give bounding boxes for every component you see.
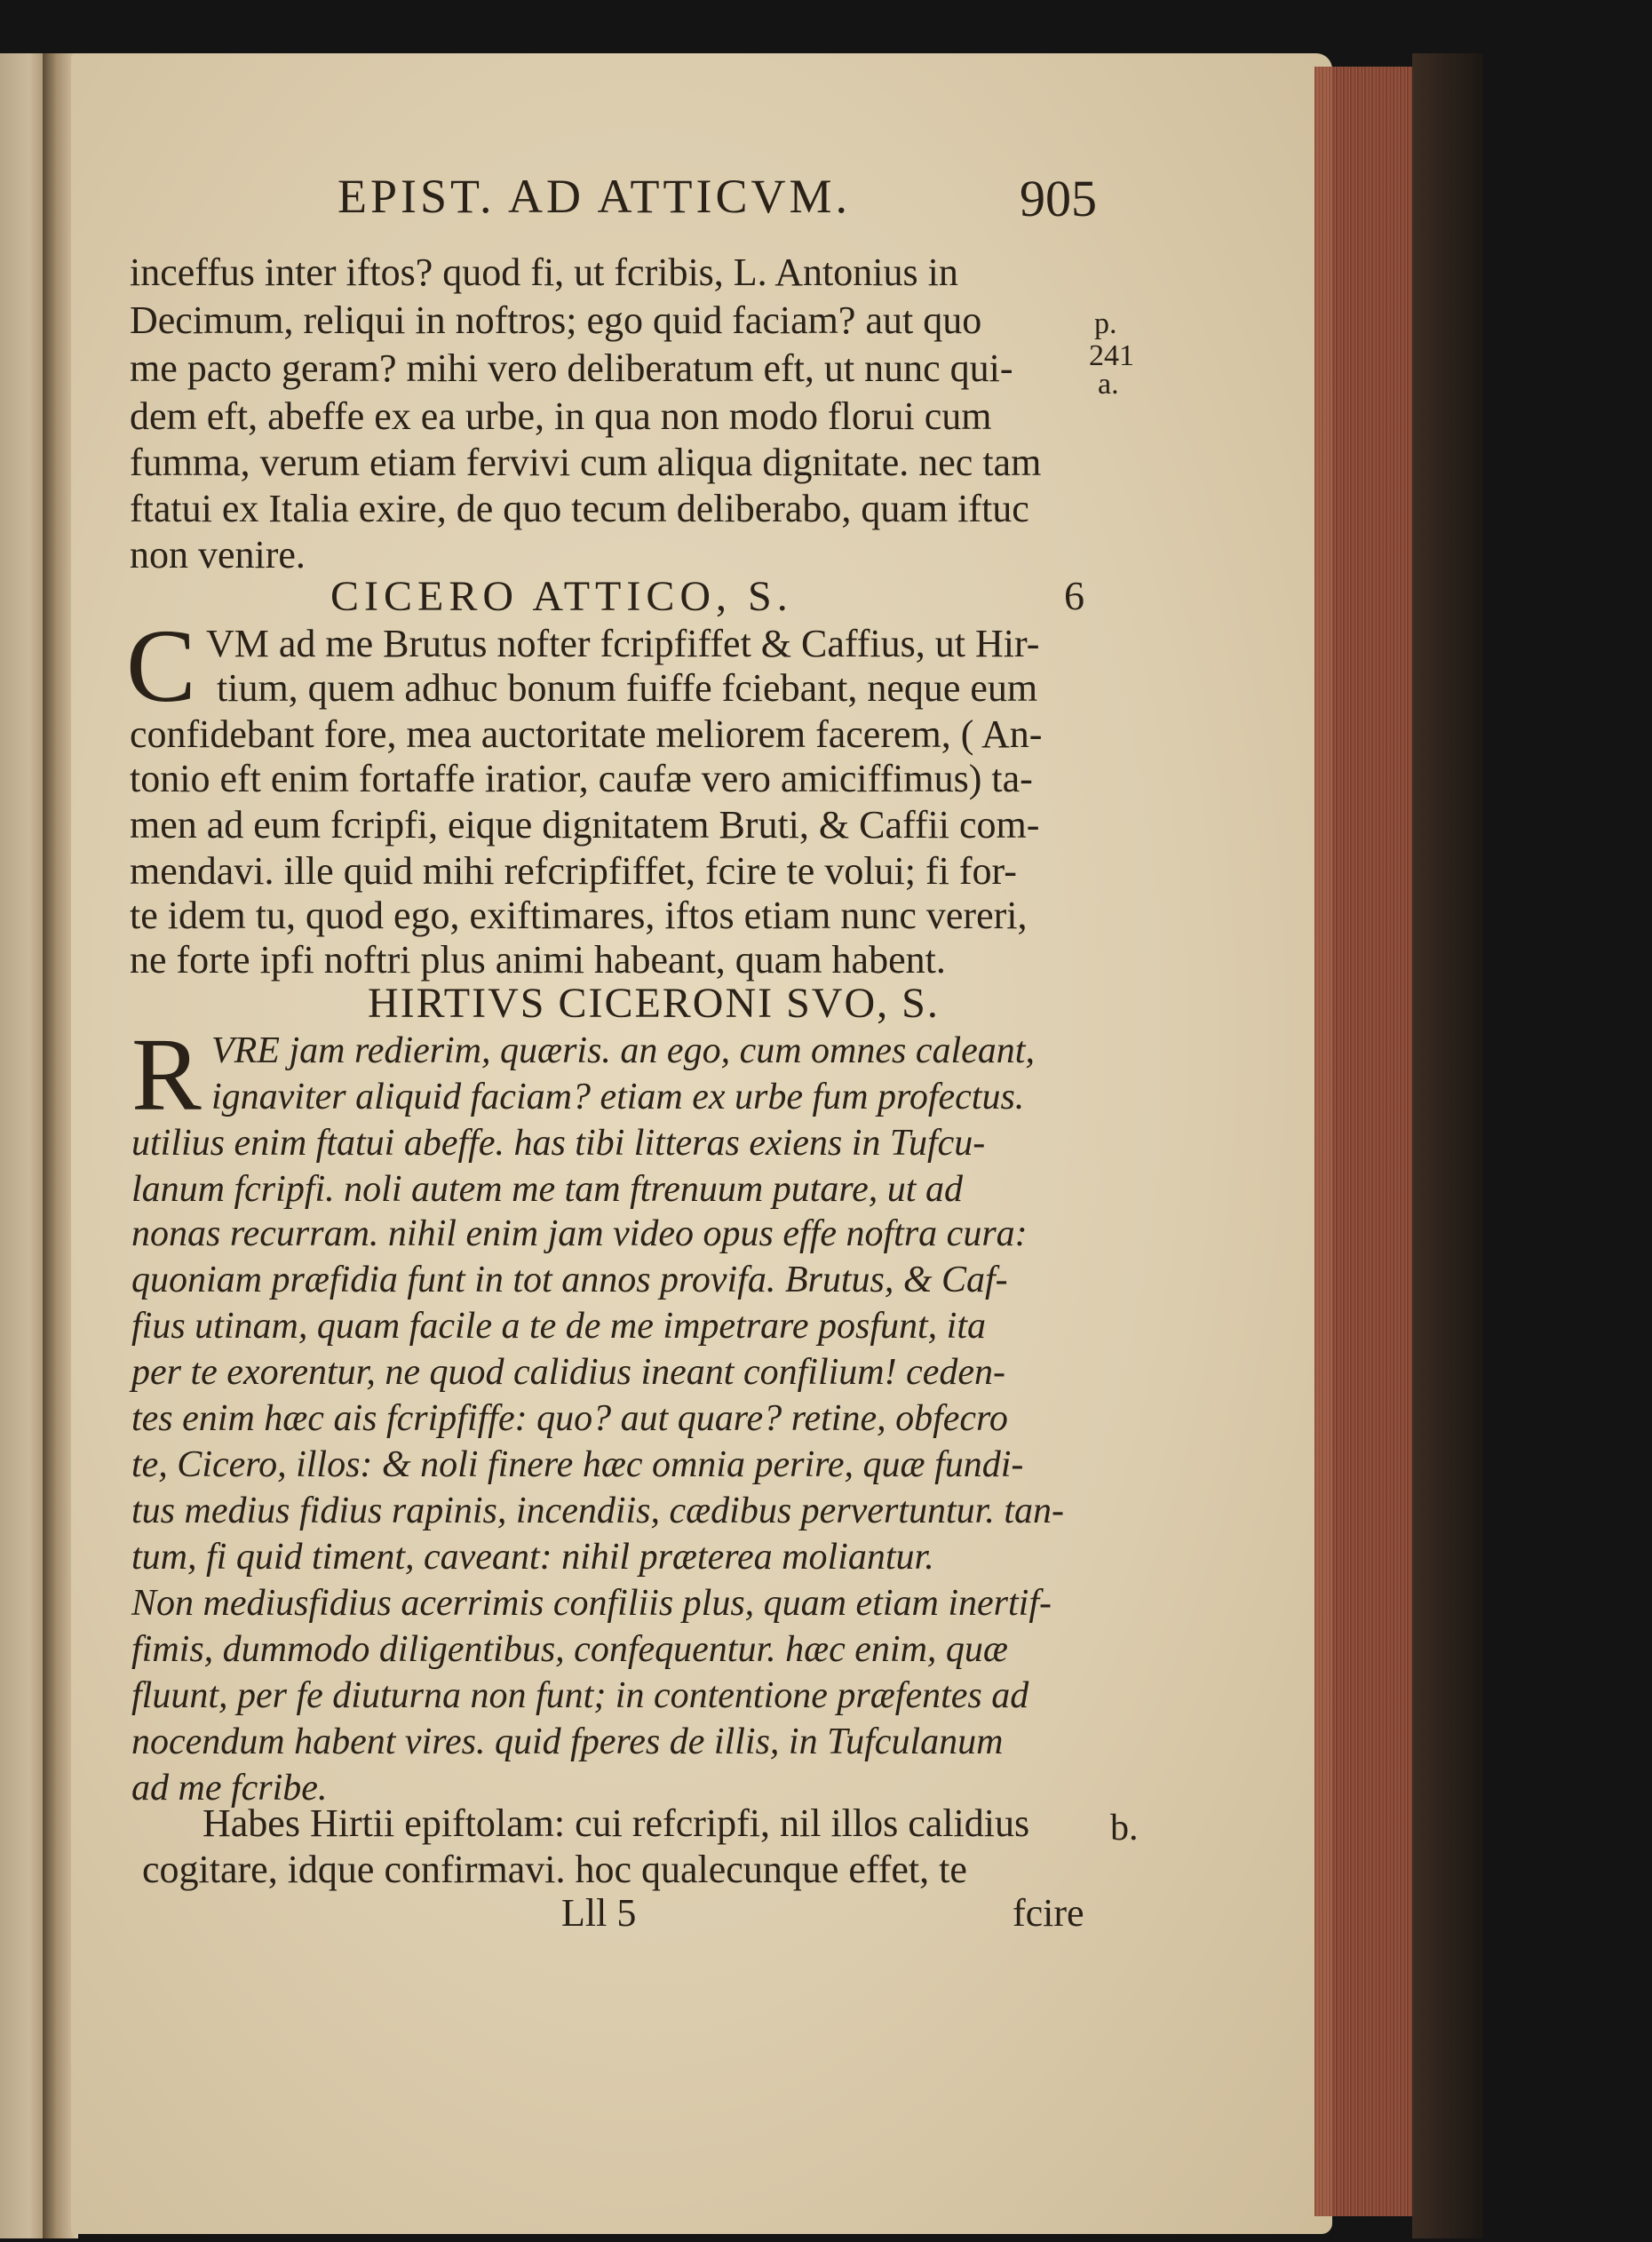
italic-line: te, Cicero, illos: & noli finere hæc omnia perire, quæ fundi- (131, 1444, 1024, 1485)
dropcap: R (131, 1016, 202, 1133)
facing-page-edge (0, 53, 49, 2238)
body-line: cogitare, idque confirmavi. hoc qualecunque effet, te (142, 1848, 967, 1891)
body-line: dem eft, abeffe ex ea urbe, in qua non modo florui cum (130, 394, 992, 438)
dropcap: C (126, 608, 196, 724)
binding-shadow (1412, 53, 1483, 2238)
body-line: VM ad me Brutus nofter fcripfiffet & Caffius, ut Hir- (206, 622, 1040, 665)
italic-line: utilius enim ftatui abeffe. has tibi litteras exiens in Tufcu- (131, 1123, 986, 1164)
italic-line: fluunt, per fe diuturna non funt; in contentione præfentes ad (131, 1675, 1029, 1716)
italic-line: Non mediusfidius acerrimis confiliis plus, quam etiam inertif- (131, 1583, 1052, 1624)
italic-line: quoniam præfidia funt in tot annos provifa. Brutus, & Caf- (131, 1260, 1008, 1300)
letter-heading: HIRTIVS CICERONI SVO, S. (368, 980, 940, 1027)
margin-note-p: p. (1094, 307, 1117, 340)
body-line: non venire. (130, 533, 306, 576)
letter-heading: CICERO ATTICO, S. (330, 573, 793, 620)
body-line: ne forte ipfi noftri plus animi habeant, quam habent. (130, 938, 946, 982)
margin-note-a: a. (1098, 368, 1119, 401)
body-line: Habes Hirtii epiftolam: cui refcripfi, nil illos calidius (203, 1801, 1030, 1845)
italic-line: fius utinam, quam facile a te de me impetrare posfunt, ita (131, 1306, 987, 1347)
body-line: tium, quem adhuc bonum fuiffe fciebant, neque eum (217, 666, 1038, 710)
body-line: mendavi. ille quid mihi refcripfiffet, fcire te volui; fi for- (130, 849, 1017, 893)
body-line: Decimum, reliqui in noftros; ego quid faciam? aut quo (130, 298, 982, 342)
italic-line: fimis, dummodo diligentibus, confequentur. hæc enim, quæ (131, 1629, 1008, 1670)
catchword: fcire (1013, 1891, 1084, 1935)
italic-line: lanum fcripfi. noli autem me tam ftrenuum putare, ut ad (131, 1169, 963, 1210)
italic-line: VRE jam redierim, quæris. an ego, cum omnes caleant, (211, 1030, 1035, 1071)
page-edges (1314, 67, 1421, 2216)
italic-line: tus medius fidius rapinis, incendiis, cædibus pervertuntur. tan- (131, 1491, 1064, 1531)
body-line: fumma, verum etiam fervivi cum aliqua dignitate. nec tam (130, 441, 1042, 484)
italic-line: ad me fcribe. (131, 1768, 328, 1809)
body-line: ftatui ex Italia exire, de quo tecum deliberabo, quam iftuc (130, 487, 1029, 530)
margin-note-b: b. (1110, 1808, 1139, 1848)
body-line: te idem tu, quod ego, exiftimares, iftos etiam nunc vereri, (130, 894, 1028, 937)
body-line: men ad eum fcripfi, eique dignitatem Bruti, & Caffii com- (130, 803, 1040, 847)
body-line: tonio eft enim fortaffe iratior, caufæ vero amiciffimus) ta- (130, 757, 1033, 800)
signature-mark: Lll 5 (561, 1891, 637, 1935)
page-number: 905 (1020, 170, 1097, 227)
italic-line: ignaviter aliquid faciam? etiam ex urbe fum profectus. (211, 1077, 1025, 1117)
body-line: confidebant fore, mea auctoritate meliorem facerem, ( An- (130, 712, 1043, 756)
italic-line: per te exorentur, ne quod calidius ineant confilium! ceden- (131, 1352, 1006, 1393)
italic-line: nocendum habent vires. quid fperes de illis, in Tufculanum (131, 1721, 1004, 1762)
letter-number: 6 (1064, 573, 1084, 618)
margin-note-page-ref: 241 (1089, 339, 1134, 372)
body-line: inceffus inter iftos? quod fi, ut fcribis, L. Antonius in (130, 250, 958, 294)
running-head: EPIST. AD ATTICVM. (338, 170, 852, 223)
italic-line: tes enim hæc ais fcripfiffe: quo? aut quare? retine, obfecro (131, 1398, 1008, 1439)
italic-line: nonas recurram. nihil enim jam video opus effe noftra cura: (131, 1213, 1028, 1254)
body-line: me pacto geram? mihi vero deliberatum eft, ut nunc qui- (130, 346, 1013, 390)
italic-line: tum, fi quid timent, caveant: nihil præterea moliantur. (131, 1537, 934, 1578)
